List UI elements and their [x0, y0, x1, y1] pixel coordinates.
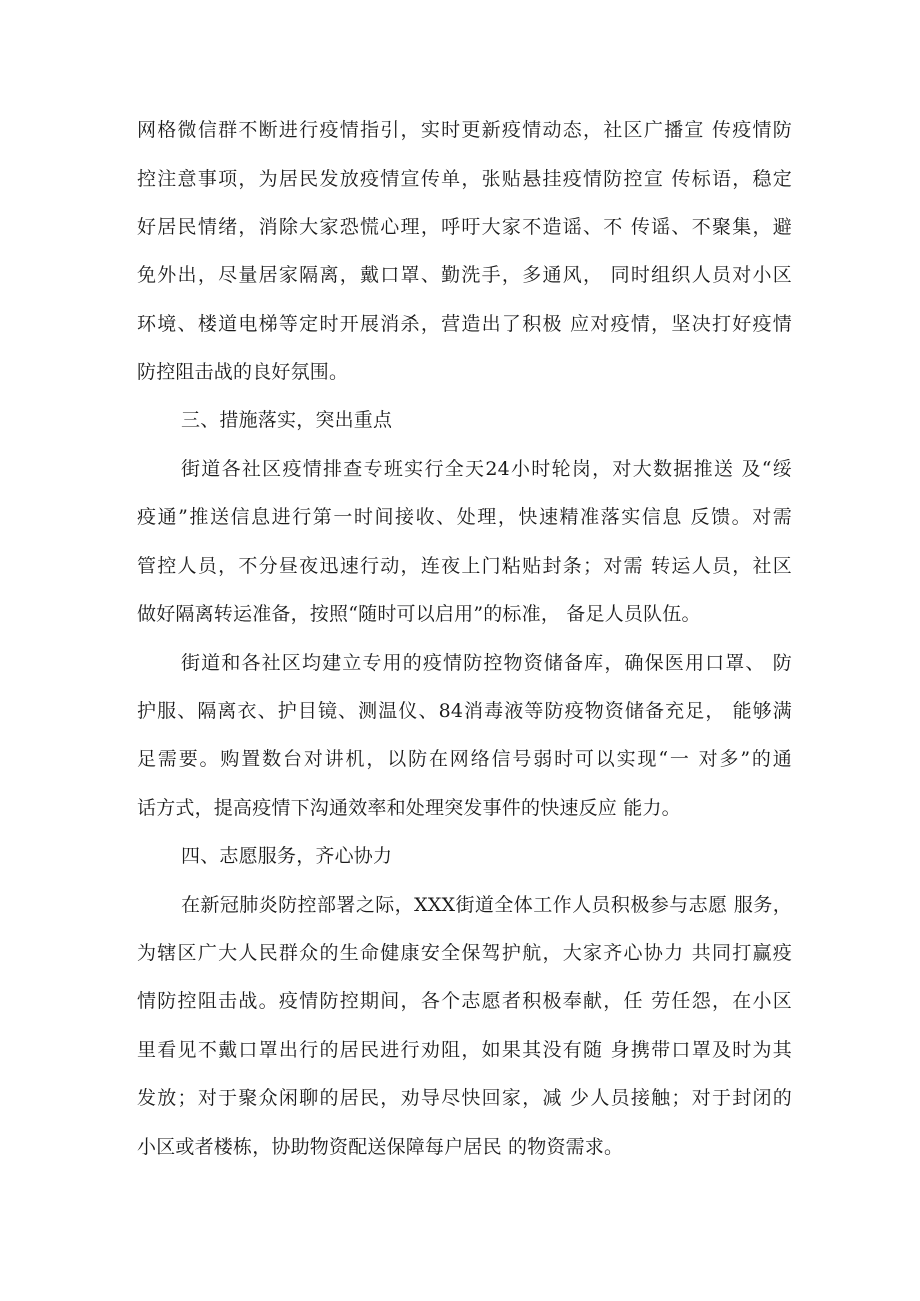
paragraph-2-line-4: 做好隔离转运准备，按照“随时可以启用”的标准， 备足人员队伍。 [137, 603, 701, 625]
section-heading-3: 三、措施落实，突出重点 [181, 409, 393, 431]
paragraph-1-line-1: 网格微信群不断进行疫情指引，实时更新疫情动态，社区广播宣 传疫情防 [137, 119, 792, 141]
paragraph-1-line-5: 环境、楼道电梯等定时开展消杀，营造出了积极 应对疫情，坚决打好疫情 [137, 313, 792, 335]
paragraph-4-line-2: 为辖区广大人民群众的生命健康安全保驾护航，大家齐心协力 共同打赢疫 [137, 942, 792, 964]
paragraph-1-line-3: 好居民情绪，消除大家恐慌心理，呼吁大家不造谣、不 传谣、不聚集，避 [137, 216, 792, 238]
paragraph-2-line-3: 管控人员，不分昼夜迅速行动，连夜上门粘贴封条；对需 转运人员，社区 [137, 555, 792, 577]
paragraph-1-line-4: 免外出，尽量居家隔离，戴口罩、勤洗手，多通风， 同时组织人员对小区 [137, 264, 792, 286]
paragraph-2-line-1: 街道各社区疫情排查专班实行全天24小时轮岗，对大数据推送 及“绥 [181, 458, 792, 480]
paragraph-4-line-3: 情防控阻击战。疫情防控期间，各个志愿者积极奉献，任 劳任怨，在小区 [137, 990, 792, 1012]
paragraph-3-line-3: 足需要。购置数台对讲机，以防在网络信号弱时可以实现“一 对多”的通 [137, 748, 792, 770]
paragraph-2-line-2: 疫通”推送信息进行第一时间接收、处理，快速精准落实信息 反馈。对需 [137, 506, 792, 528]
section-heading-4: 四、志愿服务，齐心协力 [181, 845, 393, 867]
paragraph-4-line-4: 里看见不戴口罩出行的居民进行劝阻，如果其没有随 身携带口罩及时为其 [137, 1039, 792, 1061]
paragraph-4-line-5: 发放；对于聚众闲聊的居民，劝导尽快回家，减 少人员接触；对于封闭的 [137, 1087, 792, 1109]
paragraph-1-line-2: 控注意事项，为居民发放疫情宣传单，张贴悬挂疫情防控宣 传标语，稳定 [137, 168, 792, 190]
paragraph-1-line-6: 防控阻击战的良好氛围。 [137, 361, 349, 383]
paragraph-3-line-1: 街道和各社区均建立专用的疫情防控物资储备库，确保医用口罩、 防 [181, 652, 792, 674]
paragraph-3-line-2: 护服、隔离衣、护目镜、测温仪、84消毒液等防疫物资储备充足， 能够满 [137, 700, 792, 722]
paragraph-4-line-6: 小区或者楼栋，协助物资配送保障每户居民 的物资需求。 [137, 1136, 624, 1158]
paragraph-4-line-1: 在新冠肺炎防控部署之际，XXX街道全体工作人员积极参与志愿 服务， [181, 894, 792, 916]
paragraph-3-line-4: 话方式，提高疫情下沟通效率和处理突发事件的快速反应 能力。 [137, 797, 681, 819]
